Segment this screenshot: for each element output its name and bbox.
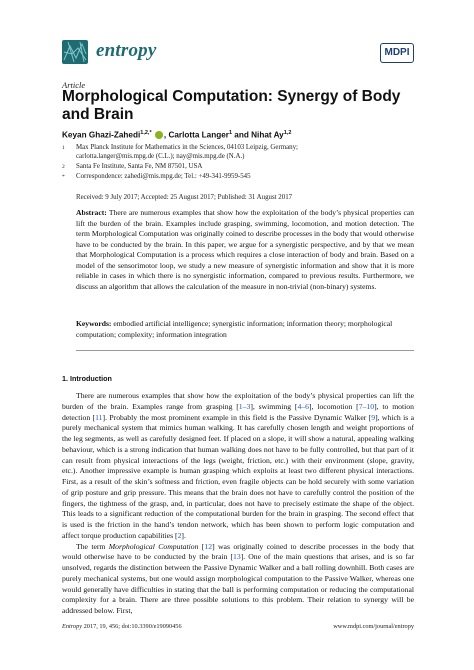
- correspondence: [62, 173, 414, 182]
- journal-logo-icon: [62, 40, 88, 64]
- author-marks: 1,2,*: [140, 130, 152, 136]
- journal-name: entropy: [96, 40, 157, 61]
- orcid-icon[interactable]: [155, 131, 163, 139]
- abstract-label: Abstract:: [76, 208, 107, 217]
- author-name: Nihat Ay: [251, 130, 284, 140]
- affiliation-email[interactable]: carlotta.langer@mis.mpg.de (C.L.); nay@mis.mpg.de (N.A.): [76, 153, 245, 160]
- publisher-logo: MDPI: [380, 43, 414, 63]
- citation-link[interactable]: 1–3: [238, 401, 251, 411]
- citation-link[interactable]: 2: [177, 530, 182, 540]
- keywords: [76, 319, 414, 340]
- affiliation-number: *: [62, 174, 65, 180]
- abstract-text: There are numerous examples that show how the exploitation of the body’s physical properties can lift the burden of the brain. Examples include grasping, swimming, locomotion, and motion detection. The term Morphological Computation was originally coined to describe processes in the body that would otherwise have to be conducted by the brain. In this paper, we argue for a synergistic perspective, and by that we mean that Morphological Computation is a process which requires a close interaction of body and brain. Based on a model of the sensorimotor loop, we study a new measure of synergistic information and show that it is more reliable in cases in which there is no synergistic information, compared to previous results. Furthermore, we discuss an algorithm that allows the calculation of the measure in non-trivial (non-binary) systems.: [76, 208, 414, 291]
- citation-link[interactable]: 4–6: [297, 401, 310, 411]
- article-type: Article: [62, 80, 86, 90]
- paragraph: The term Morphological Computation [12] was originally coined to describe processes in the body that would otherwise have to be conducted by the brain [13]. One of the main questions that arises, and is so far unsolved, regards the distinction between the Passive Dynamic Walker and a ball rolling downhill. Both cases are purely mechanical systems, but one would assign morphological computation to the Passive Walker, whereas one would generally have difficulties in stating that the ball is performing computation or reducing the computational complexity for a brain. There are three possible solutions to this problem. Their relation to synergy will be addressed below. First,: [62, 541, 414, 615]
- section-heading: 1. Introduction: [62, 374, 112, 383]
- citation-link[interactable]: 9: [371, 412, 376, 422]
- paragraph: There are numerous examples that show how the exploitation of the body’s physical properties can lift the burden of the brain. Examples range from grasping [1–3], swimming [4–6], locomotion [7–10], to motion detection [11]. Probably the most prominent example in this field is the Passive Dynamic Walker [9], which is a purely mechanical system that mimics human walking. It has carefully chosen length and weight proportions of the leg segments, as well as carefully designed feet. If placed on a slope, it will show a natural, appealing walking behaviour, which is a strong indication that human walking does not have to be fully controlled, but that part of it can result from physical interactions of the legs (weight, friction, etc.) with their environment (slope, gravity, etc.). Another impressive example is human grasping which exploits at least two different physical interactions. First, as a result of the skin’s softness and friction, even fragile objects can be hold securely with some variation of grip posture and grip pressure. This means that the brain does not have to carefully control the position of the fingers, the tightness of the grasp, and, in particular, does not have to precisely estimate the shape of the object. This leads to a significant reduction of the computational burden for the brain in grasping. The second effect that is used is the friction in the hand’s tendon network, which has been shown to perform logic computation and affect torque production capabilities [2].: [62, 391, 414, 540]
- emphasis: Morphological Computation: [108, 541, 199, 551]
- publication-dates: Received: 9 July 2017; Accepted: 25 August 2017; Published: 31 August 2017: [76, 194, 293, 201]
- footer-url[interactable]: www.mdpi.com/journal/entropy: [333, 623, 414, 630]
- divider: [76, 350, 414, 351]
- author-name: Carlotta Langer: [168, 130, 229, 140]
- author-name: Keyan Ghazi-Zahedi: [62, 130, 141, 140]
- citation-link[interactable]: 11: [95, 412, 103, 422]
- abstract: [76, 208, 414, 292]
- keywords-text: embodied artificial intelligence; synergistic information; information theory; morphological computation; complexity; information integration: [76, 319, 393, 339]
- affiliation-number: 1: [62, 145, 65, 151]
- citation-link[interactable]: 12: [204, 541, 213, 551]
- keywords-label: Keywords:: [76, 319, 112, 328]
- affiliation: [62, 144, 414, 153]
- correspondence-text[interactable]: Correspondence: zahedi@mis.mpg.de; Tel.: +49-341-9959-545: [76, 173, 251, 180]
- affiliation: [62, 163, 414, 172]
- author-list: Keyan Ghazi-Zahedi$^{1,2,*}$ , Carlotta Langer$^1$ and Nihat Ay$^{1,2}$: [62, 130, 292, 140]
- affiliation-number: 2: [62, 164, 65, 170]
- affiliation-text: Santa Fe Institute, Santa Fe, NM 87501, USA: [76, 163, 203, 170]
- affiliation-text: Max Planck Institute for Mathematics in the Sciences, 04103 Leipzig, Germany;: [76, 144, 298, 151]
- citation-link[interactable]: 7–10: [358, 401, 375, 411]
- citation-link[interactable]: 13: [233, 552, 241, 562]
- author-marks: 1,2: [283, 130, 292, 136]
- author-marks: 1: [228, 130, 233, 136]
- affiliation-continued: [62, 153, 414, 162]
- article-title: Morphological Computation: Synergy of Body and Brain: [62, 88, 401, 123]
- footer-citation: Entropy 2017, 19, 456; doi:10.3390/e19090456: [62, 623, 182, 630]
- body-text: [62, 391, 414, 617]
